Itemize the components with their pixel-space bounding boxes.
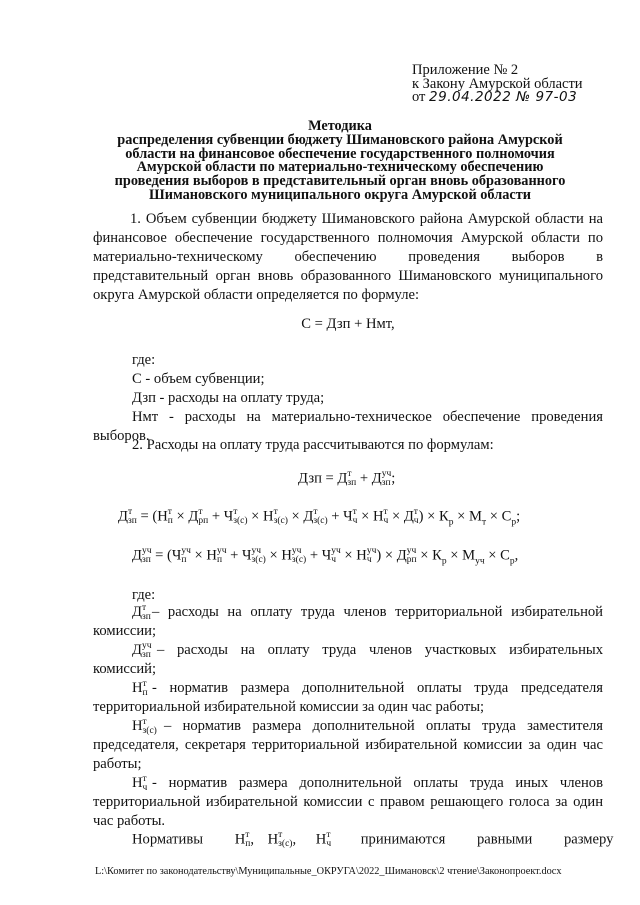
where-label-1: где: — [132, 352, 156, 368]
definition-dzp: Дзп - расходы на оплату труда; — [132, 390, 325, 406]
formula-duch: Д уч зп = (Ч уч п × Н уч п + Ч уч з(с) × Н уч з(с) + Ч уч ч × Н уч ч ) × Д уч рп × $К_р \times М_{уч} \times С_р$, — [132, 546, 519, 567]
document-title: Методика распределения субвенции бюджету Шимановского района Амурской области на финансовое обеспечение государственного полномочия Амурской области по материально-техническому обеспечению проведения выборов в представительный орган вновь образованного Шимановского муниципального округа Амурской области — [114, 118, 566, 203]
definition-c: С - объем субвенции; — [132, 371, 265, 387]
normatives-line: Нормативы Н т п , Н т з(с) , Н т ч принимаются равными размеру — [132, 830, 614, 849]
definition-dt: Д т зп – расходы на оплату труда членов территориальной избирательной комиссии; — [93, 602, 603, 639]
definition-duch: Д уч зп – расходы на оплату труда членов участковых избирательных комиссий; — [93, 640, 603, 677]
appendix-date-line: от 29.04.2022 № 97-03 — [412, 89, 578, 105]
formula-subvention: С = Дзп + Нмт, — [301, 316, 395, 332]
handwritten-date-number: 29.04.2022 № 97-03 — [429, 89, 578, 105]
definition-nch: Н т ч - норматив размера дополнительной оплаты труда иных членов территориальной избирательной комиссии с правом решающего голоса за один час работы. — [93, 773, 603, 829]
appendix-header — [412, 64, 583, 105]
appendix-number: Приложение № 2 — [412, 62, 519, 78]
definition-np: Н т п - норматив размера дополнительной оплаты труда председателя территориальной избирательной комиссии за один час работы; — [93, 678, 603, 715]
definition-nz: Н т з(с) – норматив размера дополнительной оплаты труда заместителя председателя, секретаря территориальной избирательной комиссии за один час работы; — [93, 716, 603, 772]
appendix-law: к Закону Амурской области — [412, 75, 583, 92]
footer-file-path: L:\Комитет по законодательству\Муниципальные_ОКРУГА\2022_Шимановск\2 чтение\Законопроект.docx — [95, 866, 562, 877]
paragraph-2: 2. Расходы на оплату труда рассчитываются по формулам: — [132, 437, 494, 453]
formula-dzp: Дзп = Д т зп + Д уч зп ; — [298, 469, 396, 488]
formula-dt: Д т зп = (Н т п × Д т рп + Ч т з(с) × Н т з(с) × Д т з(с) + Ч т ч × Н т ч × Д т ч ) × $К_р \times М_т \times С_р$; — [118, 507, 521, 528]
where-label-2: где: — [132, 587, 156, 603]
paragraph-1: 1. Объем субвенции бюджету Шимановского района Амурской области на финансовое обеспечение государственного полномочия Амурской области по материально-техническому обеспечению проведения выборов в представительный орган вновь образованного Шимановского муниципального округа Амурской области определяется по формуле: — [93, 211, 603, 303]
definition-nmt: Нмт - расходы на материально-техническое обеспечение проведения выборов. — [93, 409, 603, 444]
